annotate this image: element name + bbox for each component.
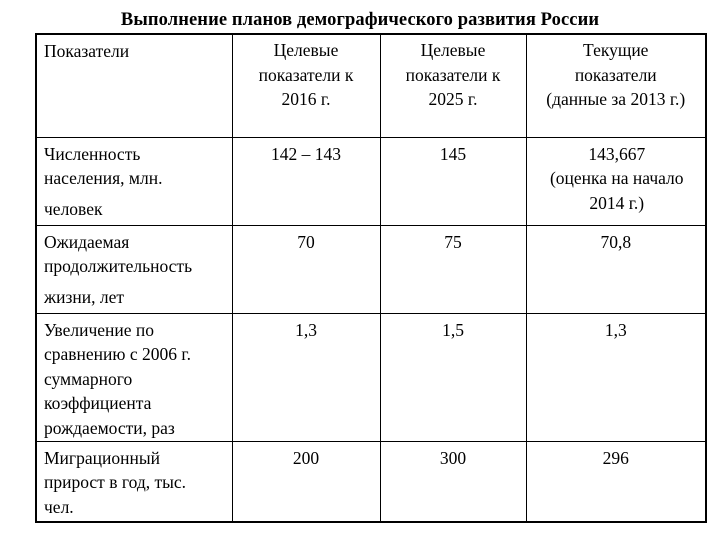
table-row: [36, 441, 706, 522]
row-label-line: прирост в год, тыс.: [44, 472, 187, 492]
cell-target-2016: 70: [232, 225, 380, 313]
header-current-line: (данные за 2013 г.): [546, 89, 686, 109]
cell-current: [526, 137, 706, 225]
cell-target-2016: 142 – 143: [232, 137, 380, 225]
cell-target-2025: 1,5: [380, 313, 526, 441]
row-label-line: Ожидаемая: [44, 231, 130, 252]
table-row: [36, 137, 706, 225]
header-target-2025: [380, 34, 526, 137]
cell-current-line: 2014 г.): [589, 192, 645, 213]
header-current-line: показатели: [574, 64, 657, 85]
row-label-line: рождаемости, раз: [44, 417, 175, 438]
row-label-line: сравнению с 2006 г.: [44, 344, 191, 364]
cell-target-2025: 300: [380, 441, 526, 522]
cell-current-line: (оценка на начало: [549, 168, 684, 188]
cell-current: 296: [526, 441, 706, 522]
demographic-plans-table: [35, 33, 707, 523]
cell-target-2025: 75: [380, 225, 526, 313]
row-label-line: продолжительность: [44, 256, 193, 276]
header-target-2025-line: Целевые: [420, 40, 486, 60]
header-target-2025-line: показатели к: [405, 64, 501, 85]
cell-current: 70,8: [526, 225, 706, 313]
table-row: [36, 225, 706, 313]
row-label-migration: [36, 441, 232, 522]
cell-target-2025: 145: [380, 137, 526, 225]
header-target-2025-line: 2025 г.: [428, 89, 478, 109]
page-title: Выполнение планов демографического развития России: [120, 10, 600, 30]
row-label-line: коэффициента: [44, 393, 152, 413]
cell-current-line: 143,667: [588, 143, 646, 164]
row-label-line: Миграционный: [44, 447, 160, 468]
row-label-line: чел.: [44, 496, 74, 517]
row-label-line: человек: [44, 198, 103, 219]
header-indicators: [36, 34, 232, 137]
header-target-2016-line: Целевые: [273, 40, 339, 60]
cell-target-2016: 1,3: [232, 313, 380, 441]
row-label-fertility: [36, 313, 232, 441]
row-label-line: Увеличение по: [44, 319, 154, 340]
row-label-line: Численность: [44, 143, 141, 164]
cell-target-2016: 200: [232, 441, 380, 522]
header-target-2016-line: показатели к: [258, 64, 354, 85]
header-current: [526, 34, 706, 137]
header-indicators-text: Показатели: [44, 41, 130, 61]
row-label-line: населения, млн.: [44, 168, 163, 188]
row-label-life-expectancy: [36, 225, 232, 313]
table-row: [36, 313, 706, 441]
row-label-population: [36, 137, 232, 225]
header-target-2016: [232, 34, 380, 137]
row-label-line: суммарного: [44, 368, 133, 389]
cell-current: 1,3: [526, 313, 706, 441]
header-target-2016-line: 2016 г.: [281, 89, 331, 109]
row-label-line: жизни, лет: [44, 286, 124, 307]
header-current-line: Текущие: [583, 40, 649, 60]
header-row: [36, 34, 706, 137]
